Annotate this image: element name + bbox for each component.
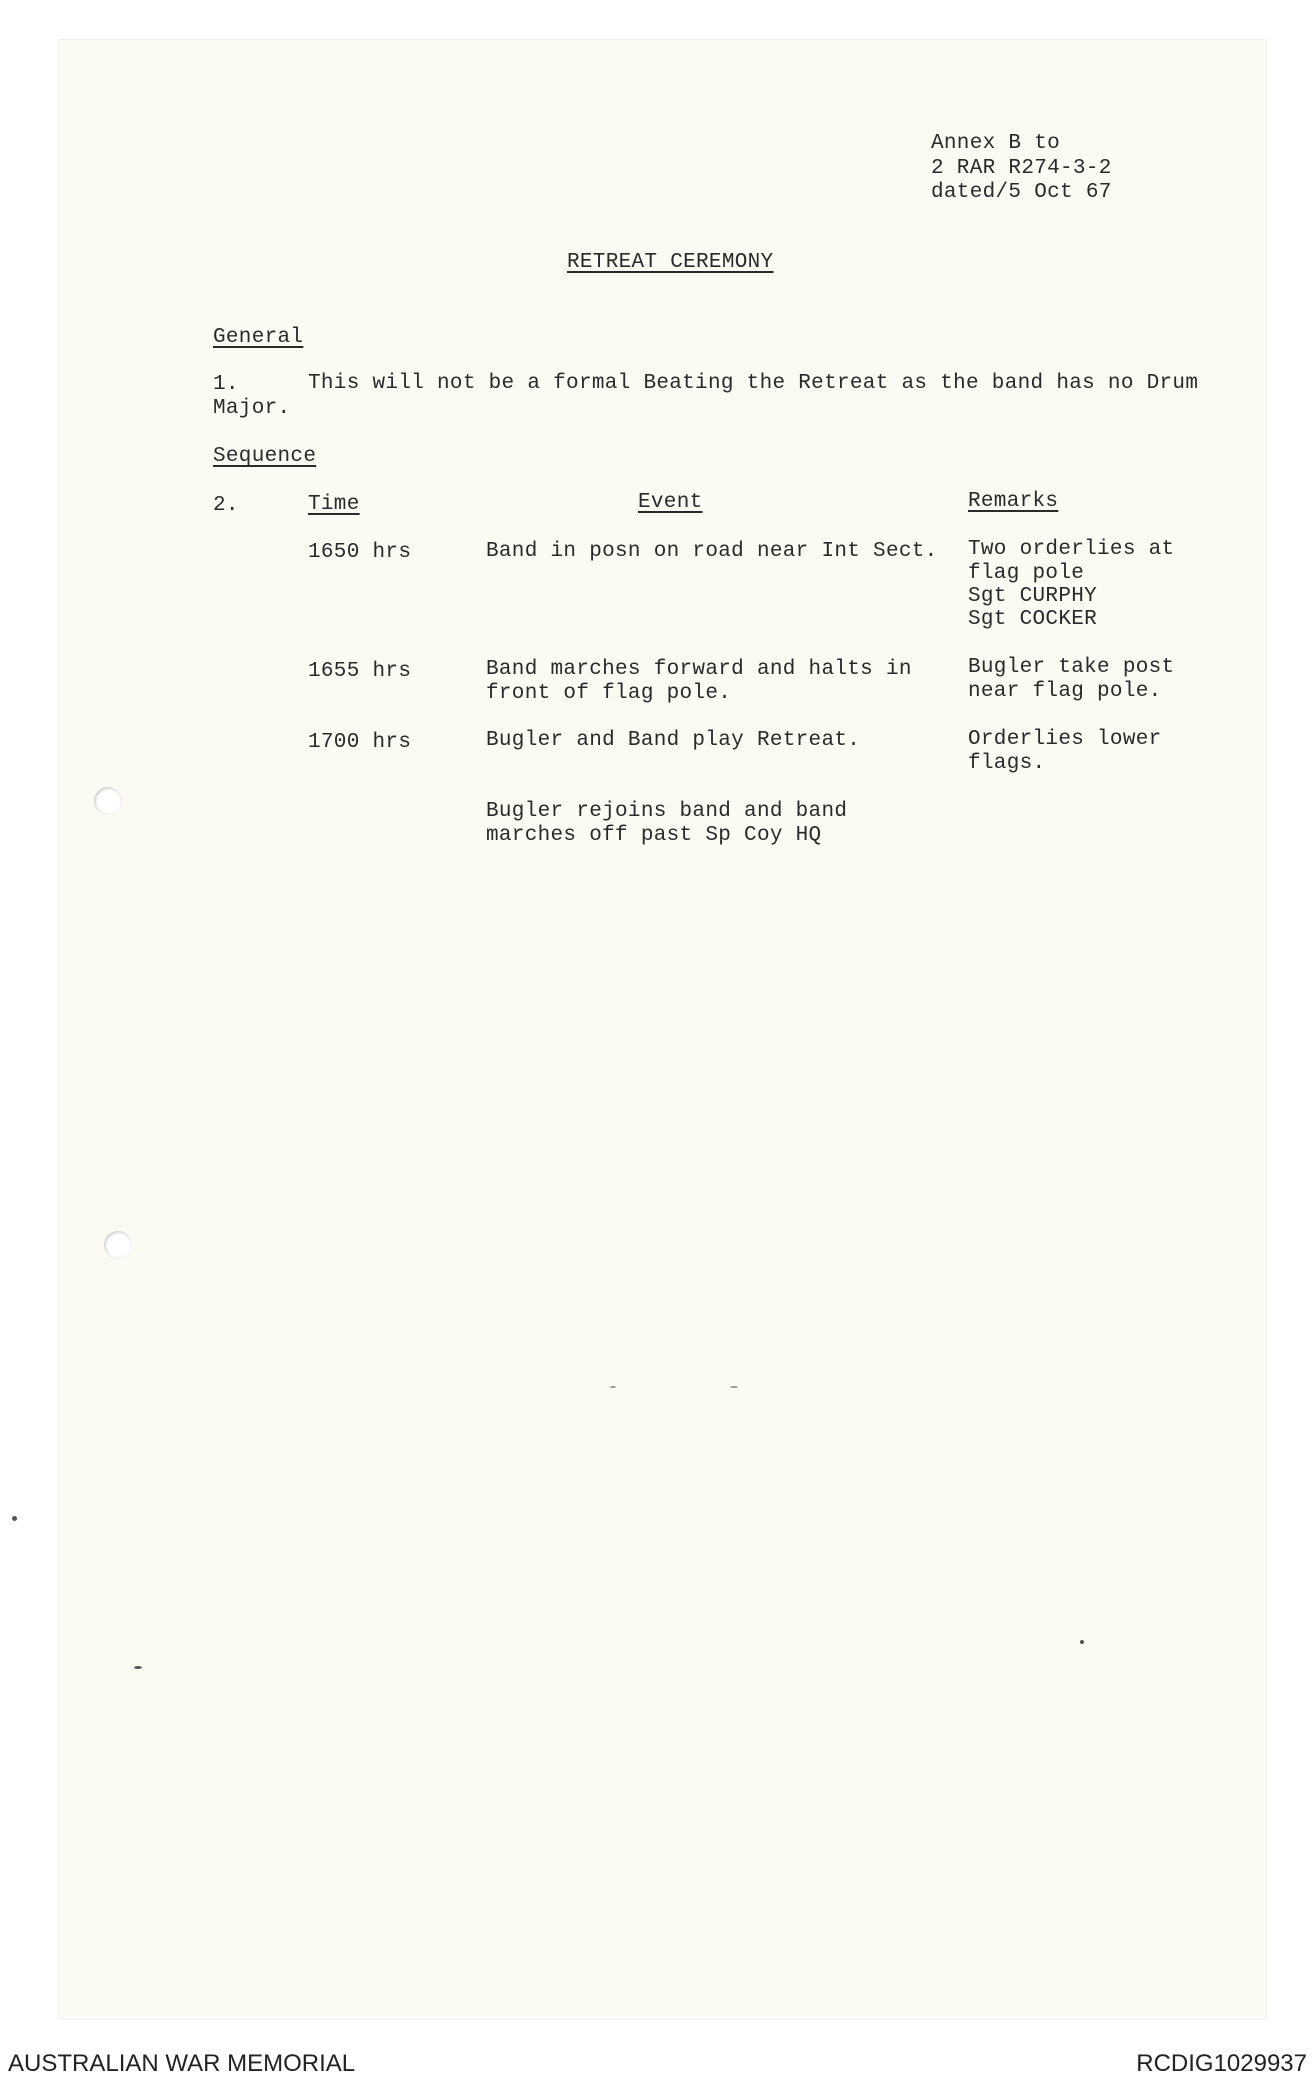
annex-line-2: 2 RAR R274-3-2 <box>931 157 1112 180</box>
row-3-time: 1700 hrs <box>308 731 412 754</box>
row-1-remarks-line-3: Sgt CURPHY <box>968 585 1098 608</box>
sequence-heading: Sequence <box>213 445 317 468</box>
row-2-remarks-line-2: near flag pole. <box>968 680 1162 703</box>
annex-line-3: dated/5 Oct 67 <box>931 181 1112 204</box>
footer-institution: AUSTRALIAN WAR MEMORIAL <box>8 2050 356 2077</box>
scan-speck <box>134 1666 142 1669</box>
footer-record-id: RCDIG1029937 <box>1136 2050 1307 2077</box>
scan-speck <box>730 1386 738 1388</box>
general-text-line-2: Major. <box>213 397 291 420</box>
row-1-remarks-line-1: Two orderlies at <box>968 538 1175 561</box>
paragraph-number-1: 1. <box>213 373 239 396</box>
row-3-remarks-line-2: flags. <box>968 752 1046 775</box>
punch-hole-bottom <box>104 1231 132 1259</box>
punch-hole-top <box>94 787 122 815</box>
row-3-remarks-line-1: Orderlies lower <box>968 728 1162 751</box>
column-header-event: Event <box>638 491 703 514</box>
paragraph-number-2: 2. <box>213 494 239 517</box>
row-1-remarks-line-4: Sgt COCKER <box>968 608 1098 631</box>
document-title: RETREAT CEREMONY <box>567 251 774 274</box>
scan-speck <box>1080 1640 1084 1644</box>
row-4-event-line-2: marches off past Sp Coy HQ <box>486 824 822 847</box>
annex-line-1: Annex B to <box>931 132 1061 155</box>
scan-speck <box>610 1386 616 1388</box>
column-header-time: Time <box>308 493 360 516</box>
row-2-event-line-1: Band marches forward and halts in <box>486 658 912 681</box>
row-1-remarks-line-2: flag pole <box>968 562 1085 585</box>
general-text-line-1: This will not be a formal Beating the Retreat as the band has no Drum <box>308 372 1199 395</box>
row-1-time: 1650 hrs <box>308 541 412 564</box>
row-3-event-line-1: Bugler and Band play Retreat. <box>486 729 861 752</box>
row-2-event-line-2: front of flag pole. <box>486 682 732 705</box>
row-1-event-line-1: Band in posn on road near Int Sect. <box>486 540 938 563</box>
row-2-time: 1655 hrs <box>308 660 412 683</box>
column-header-remarks: Remarks <box>968 490 1059 513</box>
row-4-event-line-1: Bugler rejoins band and band <box>486 800 848 823</box>
row-2-remarks-line-1: Bugler take post <box>968 656 1175 679</box>
general-heading: General <box>213 326 304 349</box>
scan-speck <box>12 1516 17 1521</box>
